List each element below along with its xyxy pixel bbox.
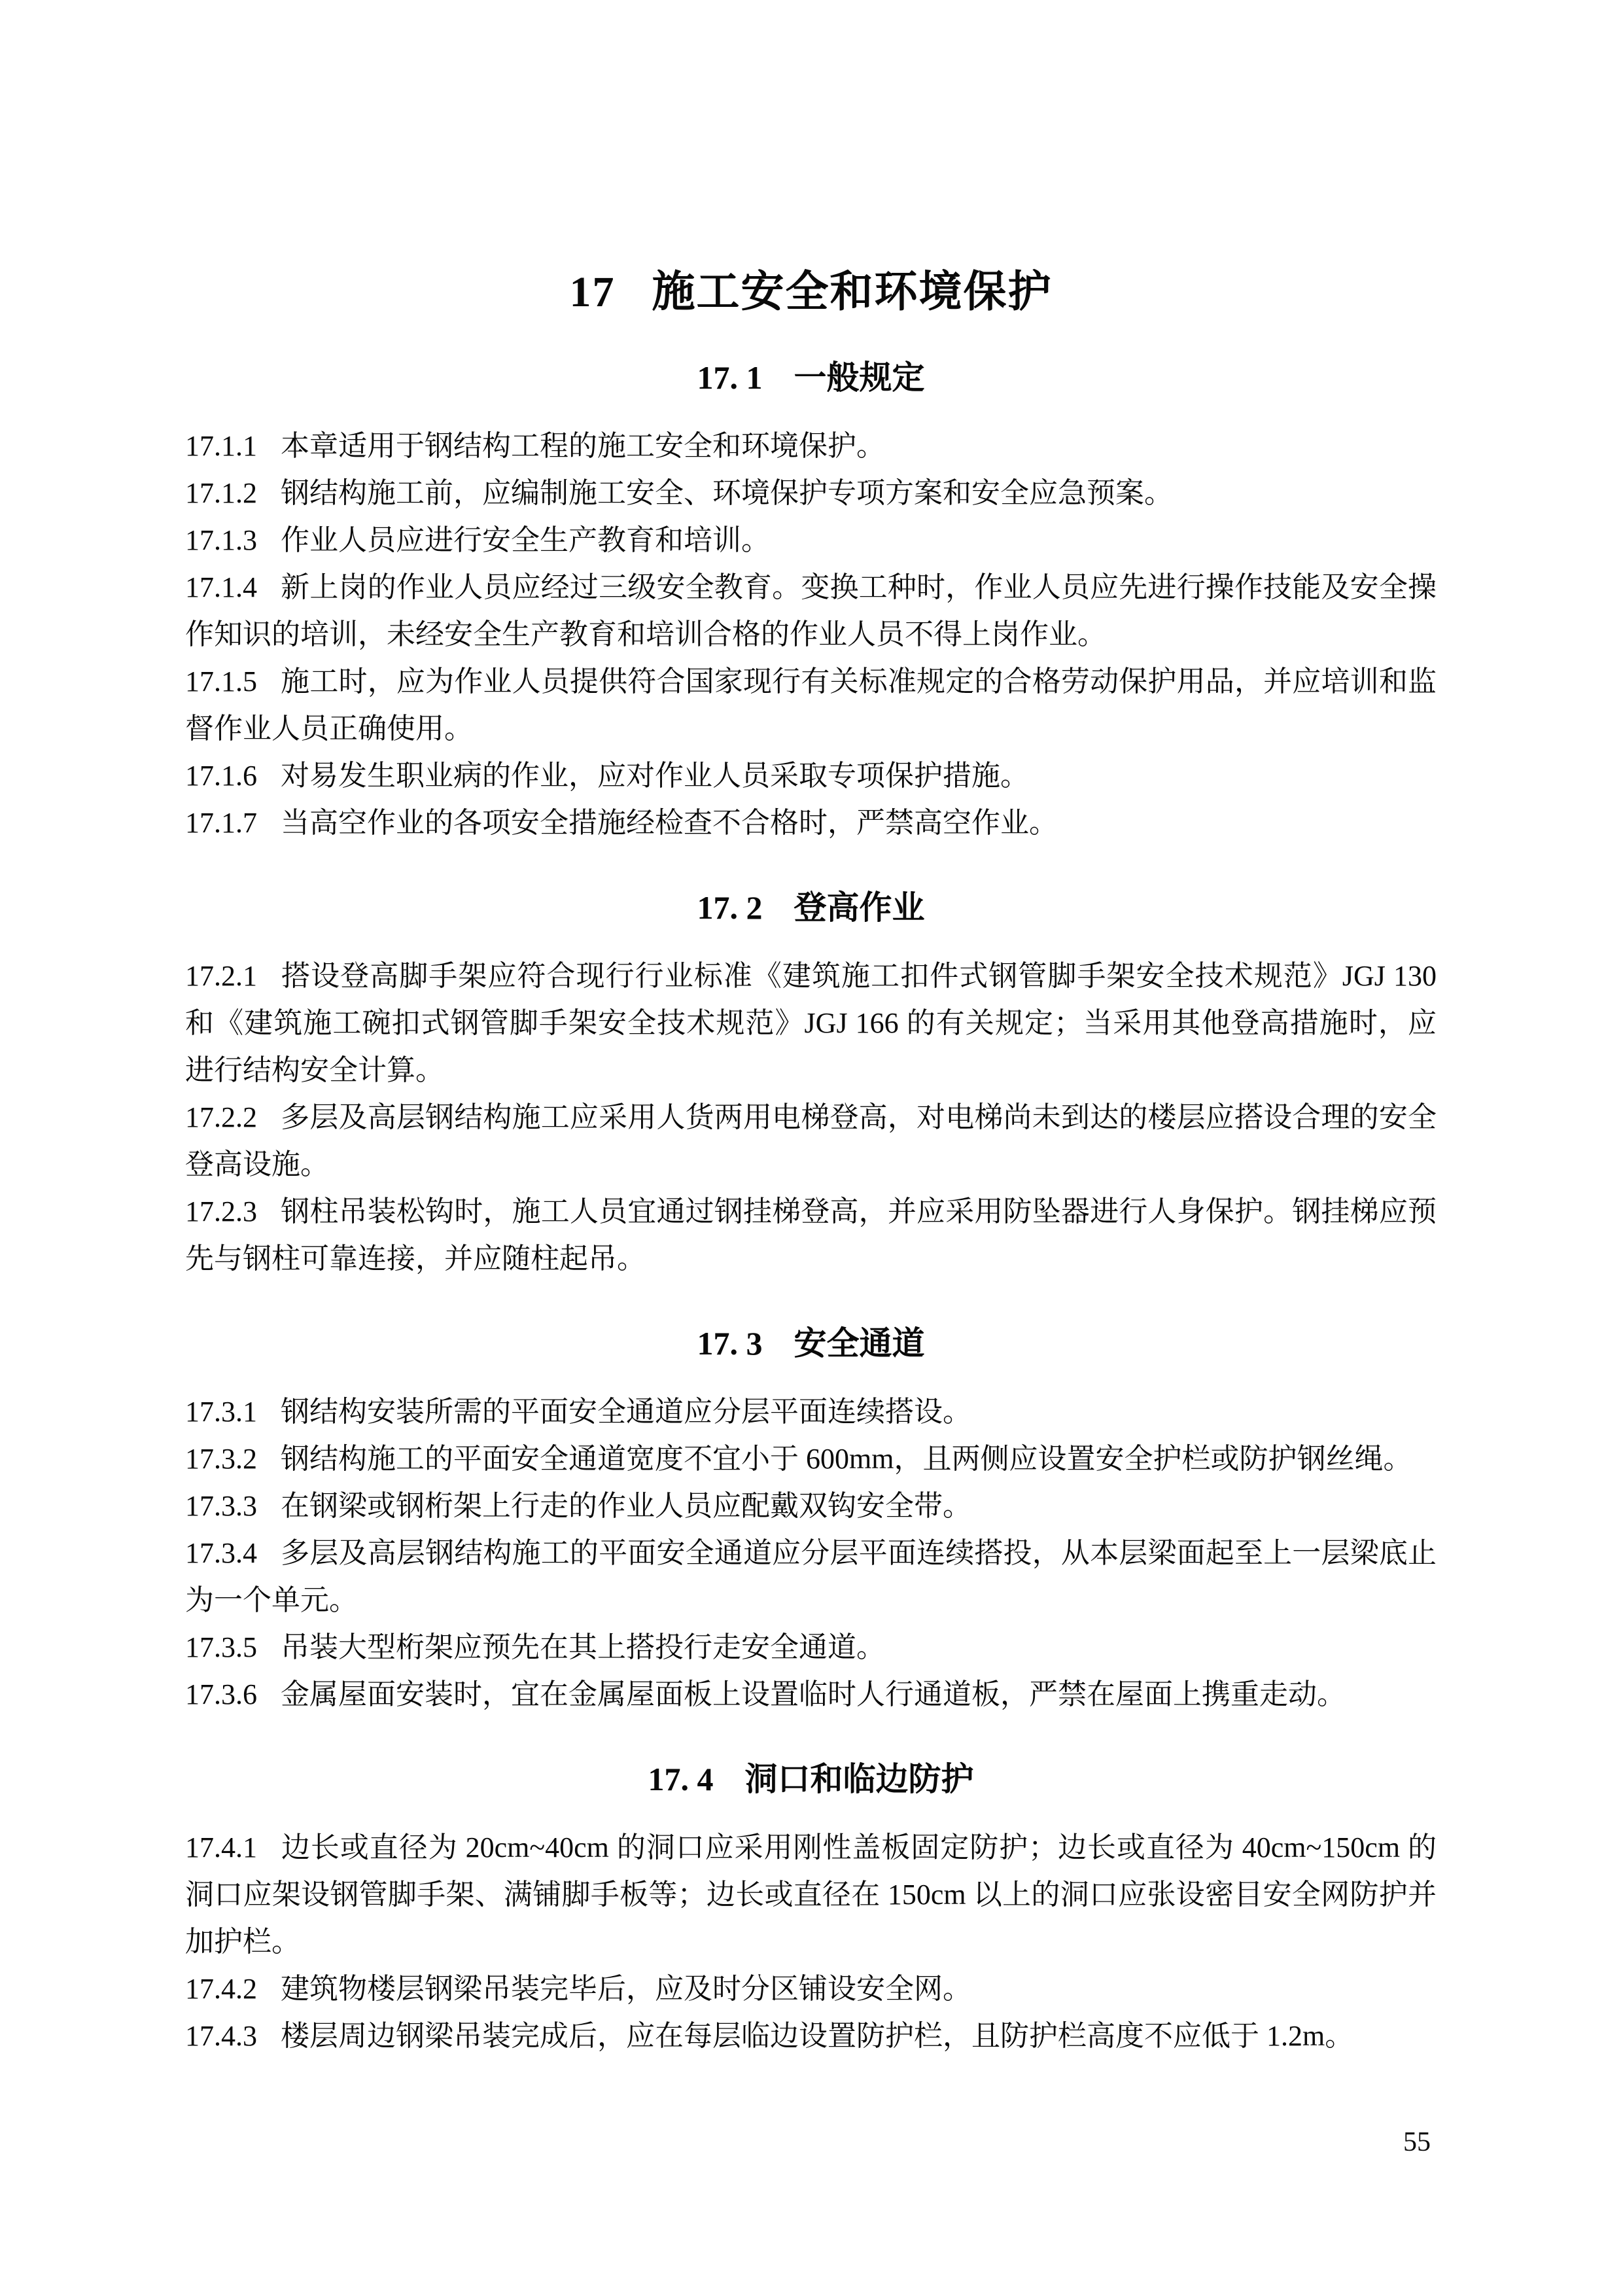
chapter-number: 17 [569,268,616,316]
clause-17-4-3 [185,2013,1437,2060]
clause-17-1-7 [185,800,1437,847]
clause-number: 17.3.6 [185,1678,257,1710]
clause-17-1-6 [185,752,1437,800]
chapter-title-text: 施工安全和环境保护 [652,268,1053,316]
section-title-text: 一般规定 [794,359,925,396]
clause-17-2-1 [185,953,1437,1094]
clause-number: 17.3.4 [185,1537,257,1569]
clause-17-3-5 [185,1624,1437,1671]
clause-17-4-1 [185,1824,1437,1966]
clause-text: 新上岗的作业人员应经过三级安全教育。变换工种时，作业人员应先进行操作技能及安全操作知识的培训，未经安全生产教育和培训合格的作业人员不得上岗作业。 [185,571,1437,650]
clause-text: 钢柱吊装松钩时，施工人员宜通过钢挂梯登高，并应采用防坠器进行人身保护。钢挂梯应预先与钢柱可靠连接，并应随柱起吊。 [185,1195,1437,1275]
clause-17-1-4 [185,564,1437,658]
chapter-title [185,268,1437,317]
clause-number: 17.4.3 [185,2020,257,2052]
clause-text: 建筑物楼层钢梁吊装完毕后，应及时分区铺设安全网。 [281,1973,971,2005]
clause-17-1-2 [185,470,1437,517]
clause-number: 17.2.2 [185,1101,257,1133]
clause-number: 17.3.2 [185,1443,257,1475]
clause-17-2-2 [185,1094,1437,1188]
clause-number: 17.1.6 [185,760,257,792]
clause-17-4-2 [185,1966,1437,2013]
clause-number: 17.1.7 [185,807,257,839]
clause-text: 多层及高层钢结构施工的平面安全通道应分层平面连续搭投，从本层梁面起至上一层梁底止为一个单元。 [185,1537,1437,1616]
clause-number: 17.1.1 [185,430,257,462]
clause-text: 施工时，应为作业人员提供符合国家现行有关标准规定的合格劳动保护用品，并应培训和监督作业人员正确使用。 [185,665,1437,745]
clause-number: 17.4.1 [185,1831,257,1863]
clause-17-3-3 [185,1483,1437,1530]
clause-number: 17.1.5 [185,665,257,698]
clause-text: 钢结构安装所需的平面安全通道应分层平面连续搭设。 [281,1396,971,1428]
section-title-text: 安全通道 [794,1325,925,1362]
section-heading-17-3 [185,1320,1437,1366]
clause-text: 金属屋面安装时，宜在金属屋面板上设置临时人行通道板，严禁在屋面上携重走动。 [281,1678,1346,1710]
clause-text: 钢结构施工的平面安全通道宽度不宜小于 600mm，且两侧应设置安全护栏或防护钢丝绳。 [281,1443,1412,1475]
clause-text: 对易发生职业病的作业，应对作业人员采取专项保护措施。 [281,760,1029,792]
clause-17-3-4 [185,1530,1437,1624]
clause-number: 17.4.2 [185,1973,257,2005]
clause-text: 钢结构施工前，应编制施工安全、环境保护专项方案和安全应急预案。 [281,477,1173,509]
clause-17-3-2 [185,1436,1437,1483]
clause-text: 当高空作业的各项安全措施经检查不合格时，严禁高空作业。 [281,807,1058,839]
section-number: 17. 3 [697,1325,763,1362]
clause-text: 搭设登高脚手架应符合现行行业标准《建筑施工扣件式钢管脚手架安全技术规范》JGJ 130 和《建筑施工碗扣式钢管脚手架安全技术规范》JGJ 166 的有关规定；当采用其他登高措施时，应进行结构安全计算。 [185,960,1437,1086]
section-title-text: 洞口和临边防护 [744,1761,974,1797]
section-number: 17. 1 [697,359,763,396]
clause-17-1-5 [185,658,1437,752]
clause-text: 在钢梁或钢桁架上行走的作业人员应配戴双钩安全带。 [281,1490,971,1522]
clause-text: 多层及高层钢结构施工应采用人货两用电梯登高，对电梯尚未到达的楼层应搭设合理的安全登高设施。 [185,1101,1437,1180]
section-heading-17-2 [185,885,1437,930]
clause-text: 吊装大型桁架应预先在其上搭投行走安全通道。 [281,1631,885,1663]
section-number: 17. 2 [697,889,763,926]
clause-text: 本章适用于钢结构工程的施工安全和环境保护。 [281,430,885,462]
clause-text: 边长或直径为 20cm~40cm 的洞口应采用刚性盖板固定防护；边长或直径为 40cm~150cm 的洞口应架设钢管脚手架、满铺脚手板等；边长或直径在 150cm 以上的洞口应张设密目安全网防护并加护栏。 [185,1831,1437,1958]
section-number: 17. 4 [648,1761,714,1797]
page-number: 55 [1403,2127,1431,2157]
clause-text: 作业人员应进行安全生产教育和培训。 [281,524,770,556]
clause-text: 楼层周边钢梁吊装完成后，应在每层临边设置防护栏，且防护栏高度不应低于 1.2m。 [281,2020,1354,2052]
clause-number: 17.3.1 [185,1396,257,1428]
clause-number: 17.2.3 [185,1195,257,1227]
clause-number: 17.3.3 [185,1490,257,1522]
clause-number: 17.1.2 [185,477,257,509]
clause-17-3-1 [185,1388,1437,1436]
clause-number: 17.3.5 [185,1631,257,1663]
page-content [185,0,1437,2060]
clause-number: 17.1.4 [185,571,257,603]
clause-number: 17.2.1 [185,960,257,992]
clause-17-3-6 [185,1671,1437,1718]
clause-17-2-3 [185,1188,1437,1282]
clause-17-1-1 [185,423,1437,470]
section-heading-17-4 [185,1756,1437,1802]
clause-17-1-3 [185,517,1437,564]
clause-number: 17.1.3 [185,524,257,556]
section-title-text: 登高作业 [794,889,925,926]
section-heading-17-1 [185,355,1437,400]
